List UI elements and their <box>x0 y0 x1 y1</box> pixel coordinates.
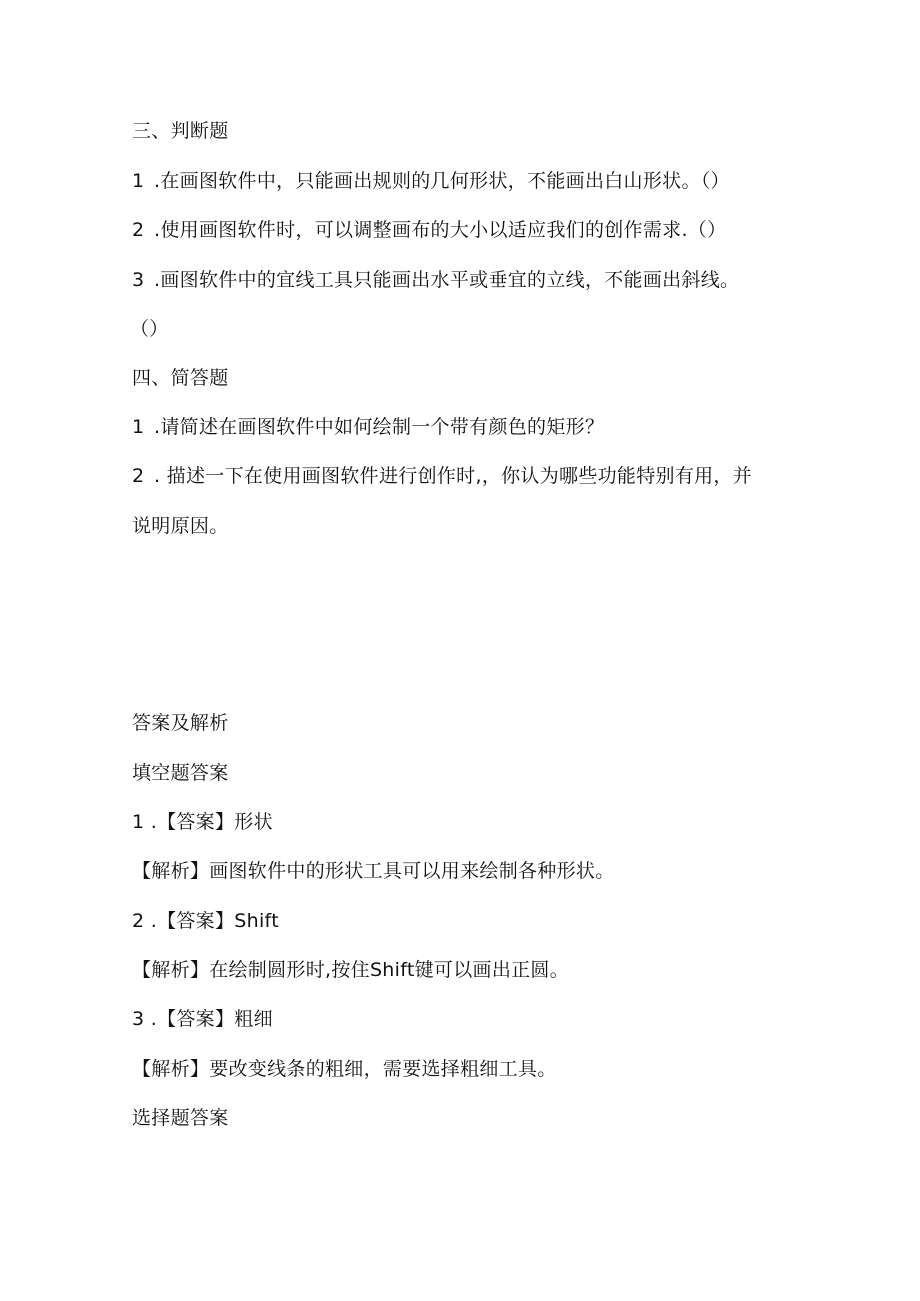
item-number: 1 <box>132 170 145 192</box>
judgment-item-3-continuation: （） <box>130 318 169 340</box>
item-text: .画图软件中的宜线工具只能画出水平或垂宜的立线，不能画出斜线。 <box>154 269 740 291</box>
judgment-item-2 <box>132 217 726 243</box>
analysis-line-2: 【解析】在绘制圆形时,按住Shift键可以画出正圆。 <box>132 959 570 981</box>
item-number: 2 <box>132 465 145 487</box>
item-text: .请简述在画图软件中如何绘制一个带有颜色的矩形？ <box>154 416 605 438</box>
item-text: . 描述一下在使用画图软件进行创作时,，你认为哪些功能特别有用，并 <box>154 465 753 487</box>
judgment-item-1 <box>132 168 730 194</box>
item-number: 2 <box>132 219 145 241</box>
analysis-line-3: 【解析】要改变线条的粗细，需要选择粗细工具。 <box>132 1058 557 1080</box>
answer-line-1: 1 .【答案】形状 <box>132 811 273 833</box>
fill-blank-answers-heading: 填空题答案 <box>132 762 229 784</box>
item-number: 3 <box>132 269 145 291</box>
item-number: 1 <box>132 416 145 438</box>
short-answer-item-2-continuation: 说明原因。 <box>132 515 229 537</box>
short-answer-item-1 <box>132 414 604 440</box>
section-heading-judgment: 三、判断题 <box>132 120 229 142</box>
section-heading-short-answer: 四、简答题 <box>132 367 229 389</box>
answers-heading: 答案及解析 <box>132 712 229 734</box>
item-text: .使用画图软件时，可以调整画布的大小以适应我们的创作需求.（） <box>154 219 727 241</box>
short-answer-item-2 <box>132 463 752 489</box>
answer-line-2: 2 .【答案】Shift <box>132 910 279 932</box>
choice-answers-heading: 选择题答案 <box>132 1107 229 1129</box>
judgment-item-3 <box>132 267 739 293</box>
item-text: .在画图软件中，只能画出规则的几何形状，不能画出白山形状。（） <box>154 170 730 192</box>
answer-line-3: 3 .【答案】粗细 <box>132 1008 273 1030</box>
analysis-line-1: 【解析】画图软件中的形状工具可以用来绘制各种形状。 <box>132 860 615 882</box>
